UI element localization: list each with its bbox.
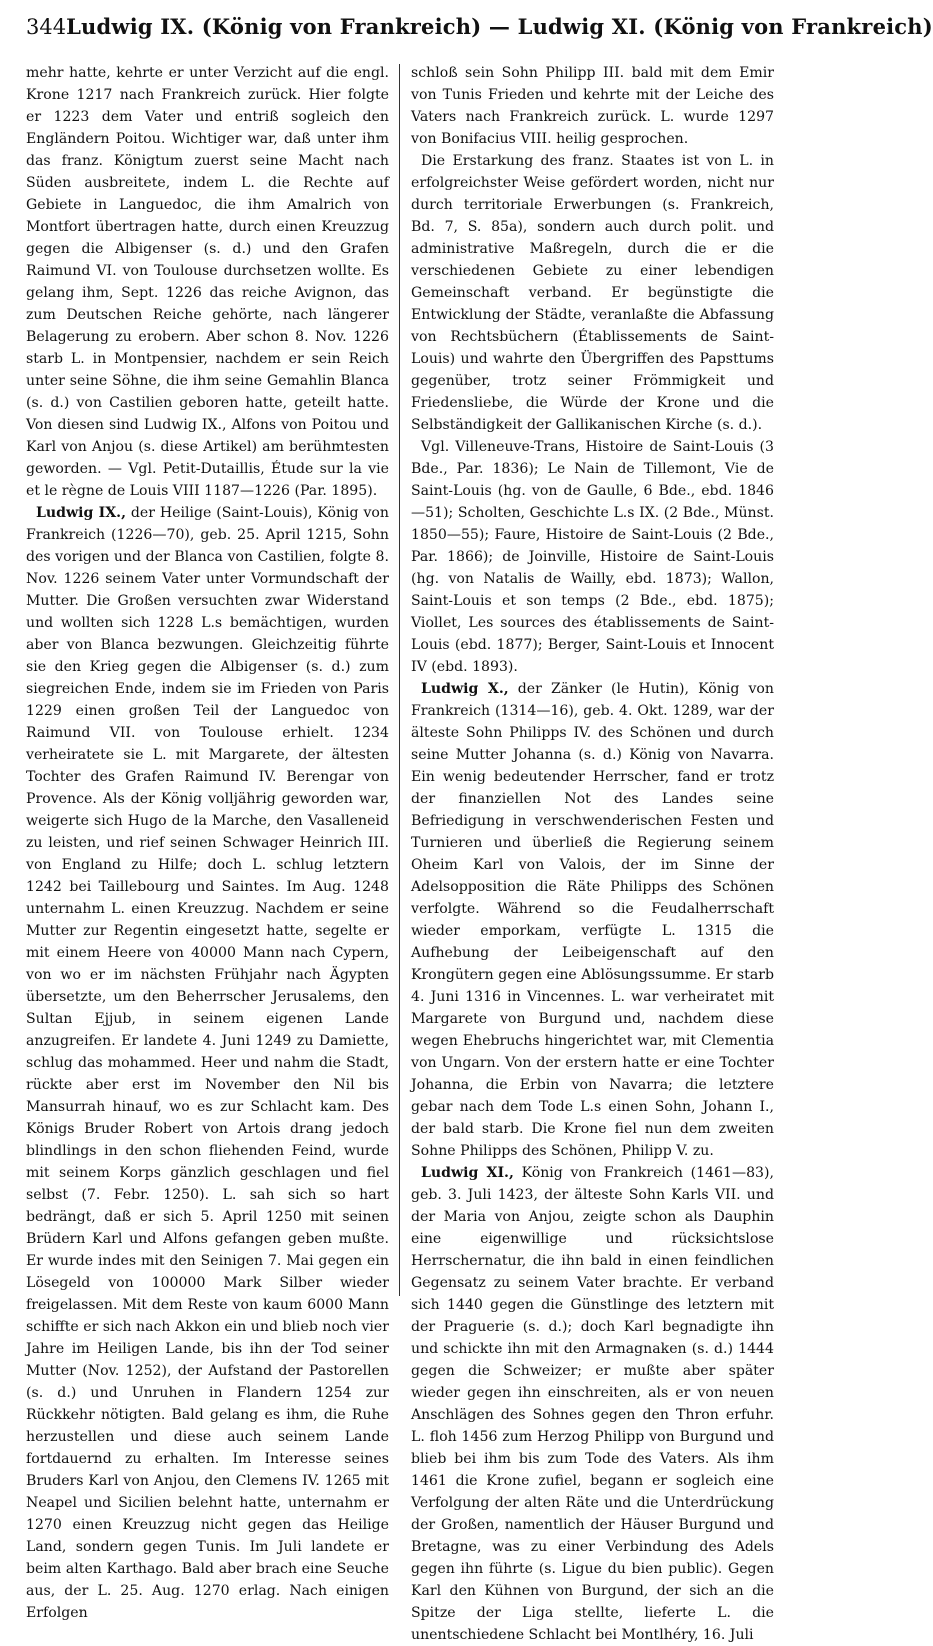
running-title: Ludwig IX. (König von Frankreich) — Ludwig XI. (König von Frankreich) [66, 14, 933, 39]
paragraph-text: Die Erstarkung des franz. Staates ist von L. in erfolgreichster Weise gefördert worden, nicht nur durch territoriale Erwerbungen (s. Frankreich, Bd. 7, S. 85a), sondern auch durch polit. und administrative Maßregeln, durch die er die verschiedenen Gebiete zu einer lebendigen Gemeinschaft verband. Er begünstigte die Entwicklung der Städte, veranlaßte die Abfassung von Rechtsbüchern (Établissements de Saint-Louis) und wahrte den Übergriffen des Papsttums gegenüber, trotz seiner Frömmigkeit und Friedensliebe, die Würde der Krone und die Selbständigkeit der Gallikanischen Kirche (s. d.). [411, 153, 774, 433]
paragraph [411, 436, 774, 678]
paragraph-text: der Zänker (le Hutin), König von Frankreich (1314—16), geb. 4. Okt. 1289, war der älteste Sohn Philipps IV. des Schönen und durch seine Mutter Johanna (s. d.) König von Navarra. Ein wenig bedeutender Herrscher, fand er trotz der finanziellen Not des Landes seine Befriedigung in verschwenderischen Festen und Turnieren und überließ die Regierung seinem Oheim Karl von Valois, der im Sinne der Adelsopposition die Räte Philipps des Schönen verfolgte. Während so die Feudalherrschaft wieder emporkam, verfügte L. 1315 die Aufhebung der Leibeigenschaft auf den Krongütern gegen eine Ablösungssumme. Er starb 4. Juni 1316 in Vincennes. L. war verheiratet mit Margarete von Burgund und, nachdem diese wegen Ehebruchs hingerichtet war, mit Clementia von Ungarn. Von der erstern hatte er eine Tochter Johanna, die Erbin von Navarra; die letztere gebar nach dem Tode L.s einen Sohn, Johann I., der bald starb. Die Krone fiel nun dem zweiten Sohne Philipps des Schönen, Philipp V. zu. [411, 681, 774, 1159]
paragraph-text: schloß sein Sohn Philipp III. bald mit dem Emir von Tunis Frieden und kehrte mit der Leiche des Vaters nach Frankreich zurück. L. wurde 1297 von Bonifacius VIII. heilig gesprochen. [411, 65, 774, 147]
right-column [411, 62, 774, 1646]
page-number: 344 [26, 15, 67, 39]
lexicon-entry [411, 678, 774, 1162]
paragraph-text: Vgl. Villeneuve-Trans, Histoire de Saint-Louis (3 Bde., Par. 1836); Le Nain de Tillemont, Vie de Saint-Louis (hg. von de Gaulle, 6 Bde., ebd. 1846—51); Scholten, Geschichte L.s IX. (2 Bde., Münst. 1850—55); Faure, Histoire de Saint-Louis (2 Bde., Par. 1866); de Joinville, Histoire de Saint-Louis (hg. von Natalis de Wailly, ebd. 1873); Wallon, Saint-Louis et son temps (2 Bde., ebd. 1875); Viollet, Les sources des établissements de Saint-Louis (ebd. 1877); Berger, Saint-Louis et Innocent IV (ebd. 1893). [411, 439, 774, 675]
continued-paragraph [411, 62, 774, 150]
paragraph-text: der Heilige (Saint-Louis), König von Frankreich (1226—70), geb. 25. April 1215, Sohn des vorigen und der Blanca von Castilien, folgte 8. Nov. 1226 seinem Vater unter Vormundschaft der Mutter. Die Großen versuchten zwar Widerstand und wollten sich 1228 L.s bemächtigen, wurden aber von Blanca bezwungen. Gleichzeitig führte sie den Krieg gegen die Albigenser (s. d.) zum siegreichen Ende, indem sie im Frieden von Paris 1229 einen großen Teil der Languedoc von Raimund VII. von Toulouse erhielt. 1234 verheiratete sie L. mit Margarete, der ältesten Tochter des Grafen Raimund IV. Berengar von Provence. Als der König volljährig geworden war, weigerte sich Hugo de la Marche, den Vasalleneid zu leisten, und rief seinen Schwager Heinrich III. von England zu Hilfe; doch L. schlug letztern 1242 bei Taillebourg und Saintes. Im Aug. 1248 unternahm L. einen Kreuzzug. Nachdem er seine Mutter zur Regentin eingesetzt hatte, segelte er mit einem Heere von 40000 Mann nach Cypern, von wo er im nächsten Frühjahr nach Ägypten übersetzte, um den Beherrscher Jerusalems, den Sultan Ejjub, in seinem eigenen Lande anzugreifen. Er landete 4. Juni 1249 zu Damiette, schlug das mohammed. Heer und nahm die Stadt, rückte aber erst im November den Nil bis Mansurrah hinauf, wo es zur Schlacht kam. Des Königs Bruder Robert von Artois drang jedoch blindlings in den schon fliehenden Feind, wurde mit seinem Korps gänzlich geschlagen und fiel selbst (7. Febr. 1250). L. sah sich so hart bedrängt, daß er sich 5. April 1250 mit seinen Brüdern Karl und Alfons gefangen geben mußte. Er wurde indes mit den Seinigen 7. Mai gegen ein Lösegeld von 100000 Mark Silber wieder freigelassen. Mit dem Reste von kaum 6000 Mann schiffte er sich nach Akkon ein und blieb noch vier Jahre im Heiligen Lande, bis ihn der Tod seiner Mutter (Nov. 1252), der Aufstand der Pastorellen (s. d.) und Unruhen in Flandern 1254 zur Rückkehr nötigten. Bald gelang es ihm, die Ruhe herzustellen und diese auch seinem Lande fortdauernd zu erhalten. Im Interesse seines Bruders Karl von Anjou, den Clemens IV. 1265 mit Neapel und Sicilien belehnt hatte, unternahm er 1270 einen Kreuzzug nicht gegen das Heilige Land, sondern gegen Tunis. Im Juli landete er beim alten Karthago. Bald aber brach eine Seuche aus, der L. 25. Aug. 1270 erlag. Nach einigen Erfolgen [26, 505, 389, 1621]
paragraph-text: König von Frankreich (1461—83), geb. 3. Juli 1423, der älteste Sohn Karls VII. und der Maria von Anjou, zeigte schon als Dauphin eine eigenwillige und rücksichtslose Herrschernatur, die ihn bald in einen feindlichen Gegensatz zu seinem Vater brachte. Er verband sich 1440 gegen die Günstlinge des letztern mit der Praguerie (s. d.); doch Karl begnadigte ihn und schickte ihn mit den Armagnaken (s. d.) 1444 gegen die Schweizer; er mußte aber später wieder gegen ihn einschreiten, als er von neuen Anschlägen des Sohnes gegen den Thron erfuhr. L. floh 1456 zum Herzog Philipp von Burgund und blieb bei ihm bis zum Tode des Vaters. Als ihm 1461 die Krone zufiel, begann er sogleich eine Verfolgung der alten Räte und die Unterdrückung der Großen, namentlich der Häuser Burgund und Bretagne, was zu einer Verbindung des Adels gegen ihn führte (s. Ligue du bien public). Gegen Karl den Kühnen von Burgund, der sich an die Spitze der Liga stellte, lieferte L. die unentschiedene Schlacht bei Montlhéry, 16. Juli [411, 1165, 774, 1643]
entry-headword: Ludwig X., [421, 681, 509, 697]
entry-headword: Ludwig IX., [36, 505, 126, 521]
running-head [26, 14, 933, 62]
paragraph [411, 150, 774, 436]
lexicon-entry [411, 1162, 774, 1646]
column-divider [399, 64, 400, 1296]
entry-headword: Ludwig XI., [421, 1165, 514, 1181]
continued-paragraph [26, 62, 389, 502]
lexicon-entry [26, 502, 389, 1624]
paragraph-text: mehr hatte, kehrte er unter Verzicht auf die engl. Krone 1217 nach Frankreich zurück. Hier folgte er 1223 dem Vater und entriß sogleich den Engländern Poitou. Wichtiger war, daß unter ihm das franz. Königtum zuerst seine Macht nach Süden ausbreitete, indem L. die Rechte auf Gebiete in Languedoc, die ihm Amalrich von Montfort übertragen hatte, durch einen Kreuzzug gegen die Albigenser (s. d.) und den Grafen Raimund VI. von Toulouse durchsetzen wollte. Es gelang ihm, Sept. 1226 das reiche Avignon, das zum Deutschen Reiche gehörte, nach längerer Belagerung zu erobern. Aber schon 8. Nov. 1226 starb L. in Montpensier, nachdem er sein Reich unter seine Söhne, die ihm seine Gemahlin Blanca (s. d.) von Castilien geboren hatte, geteilt hatte. Von diesen sind Ludwig IX., Alfons von Poitou und Karl von Anjou (s. diese Artikel) am berühmtesten geworden. — Vgl. Petit-Dutaillis, Étude sur la vie et le règne de Louis VIII 1187—1226 (Par. 1895). [26, 65, 389, 499]
left-column [26, 62, 389, 1646]
two-column-body [26, 62, 774, 1646]
